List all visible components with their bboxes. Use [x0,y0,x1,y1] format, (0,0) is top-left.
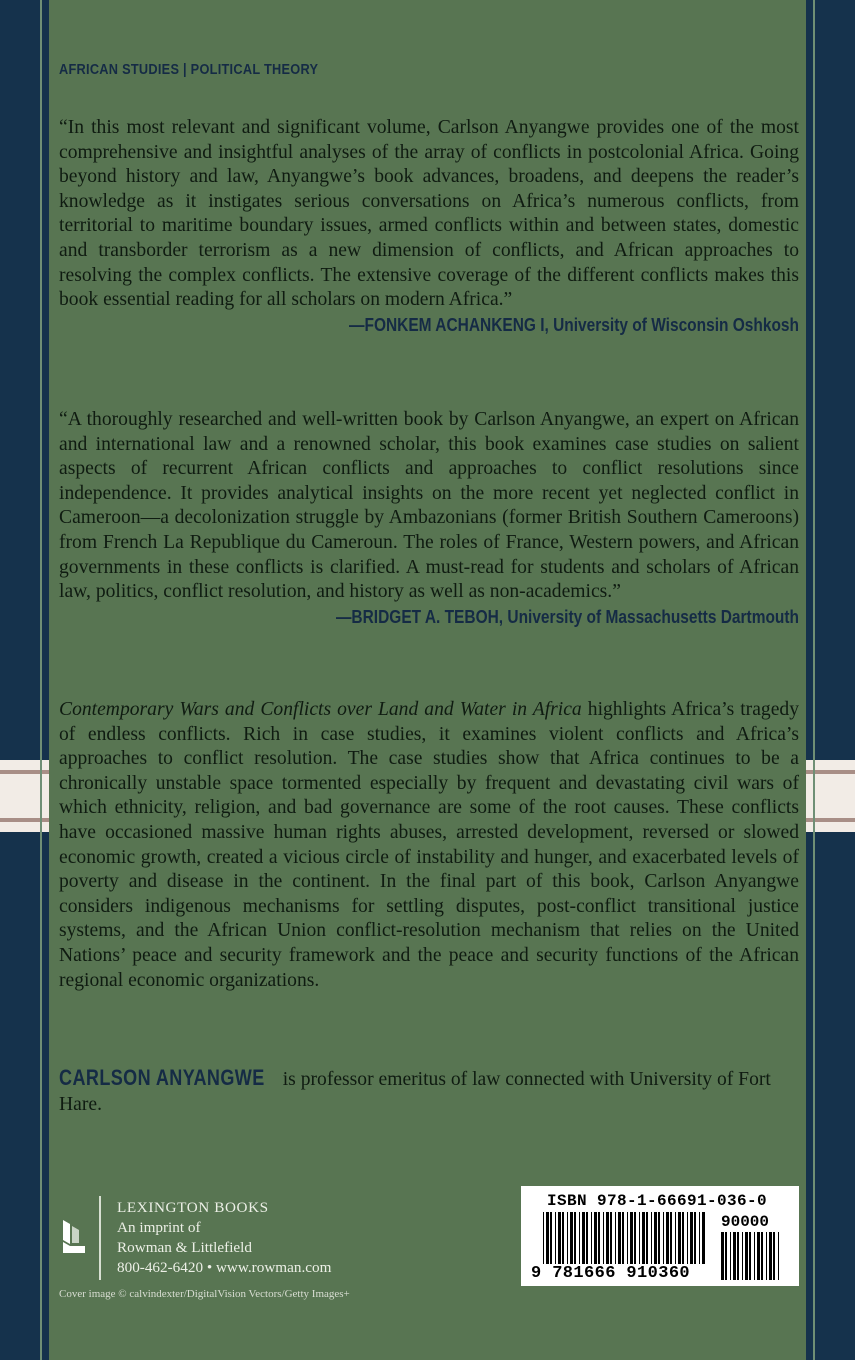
barcode-bar [666,1212,669,1264]
barcode-bar [670,1212,672,1264]
barcode-bar [615,1212,616,1264]
barcode-bar [675,1212,676,1264]
barcode-bar [582,1212,585,1264]
book-title: Contemporary Wars and Conflicts over Land and Water in Africa [59,699,582,720]
publisher-contact: 800-462-6420 • www.rowman.com [117,1259,332,1276]
book-description [59,698,799,993]
endorsement-quote: “In this most relevant and significant volume, Carlson Anyangwe provides one of the most comprehensive and insightful analyses of the array of conflicts in postcolonial Africa. Going beyond history and law, Anyangwe’s book advances, broadens, and deepens the reader’s knowledge as it instigates serious conversations on Africa’s numerous conflicts, from territorial to maritime boundary issues, armed conflicts within and between states, domestic and transborder terrorism as a new dimension of conflicts, and African approaches to resolving the complex conflicts. The extensive coverage of the different conflicts makes this book essential reading for all scholars on modern Africa.” [59,117,799,311]
publisher-parent: Rowman & Littlefield [117,1239,252,1256]
barcode-bar [757,1232,760,1280]
right-accent-line [813,0,815,1360]
isbn-barcode [521,1186,799,1286]
barcode-bar [610,1212,612,1264]
barcode-bar [606,1212,609,1264]
description-text: highlights Africa’s tragedy of endless conflicts. Rich in case studies, it examines violent conflicts and Africa’s approaches to conflict resolution. The case studies show that Africa continues to be a chronically unstable space tormented especially by frequent and devastating civil wars of which ethnicity, religion, and bad governance are some of the root causes. These conflicts have occasioned massive human rights abuses, arrested development, reversed or slowed economic growth, created a vicious circle of instability and hunger, and exacerbated levels of poverty and disease in the continent. In the final part of this book, Carlson Anyangwe considers indigenous mechanisms for settling disputes, post-conflict transitional justice systems, and the African Union conflict-resolution mechanism that relies on the United Nations’ peace and security framework and the peace and security functions of the African regional economic organizations. [59,699,799,991]
barcode-bar [694,1212,696,1264]
ean-barcode-bars [543,1212,708,1264]
cover-image-credit: Cover image © calvindexter/DigitalVision Vectors/Getty Images+ [59,1288,350,1300]
barcode-bar [761,1232,763,1280]
barcode-bar [658,1212,660,1264]
barcode-bar [749,1232,751,1280]
left-accent-line [40,0,42,1360]
lexington-logo-icon [59,1220,87,1254]
barcode-bar [678,1212,681,1264]
barcode-bar [702,1212,705,1264]
barcode-bar [586,1212,588,1264]
barcode-bar [567,1212,568,1264]
barcode-bar [558,1212,561,1264]
barcode-bar [579,1212,580,1264]
barcode-bar [721,1232,724,1280]
barcode-bar [778,1232,779,1280]
ean-digits: 9 781666 910360 [531,1264,691,1283]
barcode-bar [766,1232,767,1280]
barcode-bar [646,1212,648,1264]
barcode-bar [598,1212,600,1264]
barcode-bar [574,1212,576,1264]
barcode-bar [737,1232,739,1280]
barcode-bar [682,1212,684,1264]
barcode-bar [550,1212,552,1264]
barcode-bar [634,1212,636,1264]
barcode-bar [639,1212,640,1264]
barcode-bar [742,1232,743,1280]
barcode-bar [618,1212,621,1264]
barcode-bar [594,1212,597,1264]
author-bio-text: is professor emeritus of law connected with University of Fort Hare. [59,1069,771,1115]
isbn-label: ISBN 978-1-66691-036-0 [547,1192,768,1210]
author-bio [59,1066,799,1117]
barcode-bar [699,1212,700,1264]
barcode-bar [663,1212,664,1264]
endorsement-quote: “A thoroughly researched and well-written book by Carlson Anyangwe, an expert on African and international law and a renowned scholar, this book examines case studies on salient aspects of recurrent African conflicts and approaches to conflict resolutions since independence. It provides analytical insights on the more recent yet neglected conflict in Cameroon—a decolonization struggle by Ambazonians (former British Southern Cameroons) from French La Republique du Cameroun. The roles of France, Western powers, and African governments in these conflicts is clarified. A must-read for students and scholars of African law, politics, conflict resolution, and history as well as non-academics.” [59,409,799,603]
barcode-bar [733,1232,736,1280]
barcode-bar [591,1212,592,1264]
barcode-bar [562,1212,564,1264]
barcode-bar [630,1212,633,1264]
barcode-bar [555,1212,556,1264]
publisher-name: LEXINGTON BOOKS [117,1199,269,1216]
author-name: CARLSON ANYANGWE [59,1065,265,1090]
category-label: AFRICAN STUDIES | POLITICAL THEORY [59,62,319,78]
barcode-bar [687,1212,688,1264]
barcode-bar [773,1232,775,1280]
barcode-bar [642,1212,645,1264]
barcode-bar [627,1212,628,1264]
barcode-bar [570,1212,573,1264]
endorsement-1 [59,116,799,337]
publisher-imprint: An imprint of [117,1219,201,1236]
barcode-bar [654,1212,657,1264]
publisher-info [117,1198,331,1278]
barcode-bar [543,1212,544,1264]
price-code: 90000 [721,1213,770,1231]
barcode-bar [546,1212,549,1264]
publisher-divider [99,1196,101,1280]
barcode-bar [754,1232,755,1280]
barcode-bar [622,1212,624,1264]
barcode-bar [745,1232,748,1280]
barcode-bar [725,1232,727,1280]
endorsement-attribution: —BRIDGET A. TEBOH, University of Massachusetts Dartmouth [335,606,799,627]
barcode-bar [730,1232,731,1280]
barcode-bar [603,1212,604,1264]
endorsement-attribution: —FONKEM ACHANKENG I, University of Wisconsin Oshkosh [349,314,799,335]
barcode-bar [651,1212,652,1264]
endorsement-2 [59,408,799,629]
barcode-bar [769,1232,772,1280]
barcode-bar [690,1212,693,1264]
addon-barcode-bars [721,1232,781,1280]
